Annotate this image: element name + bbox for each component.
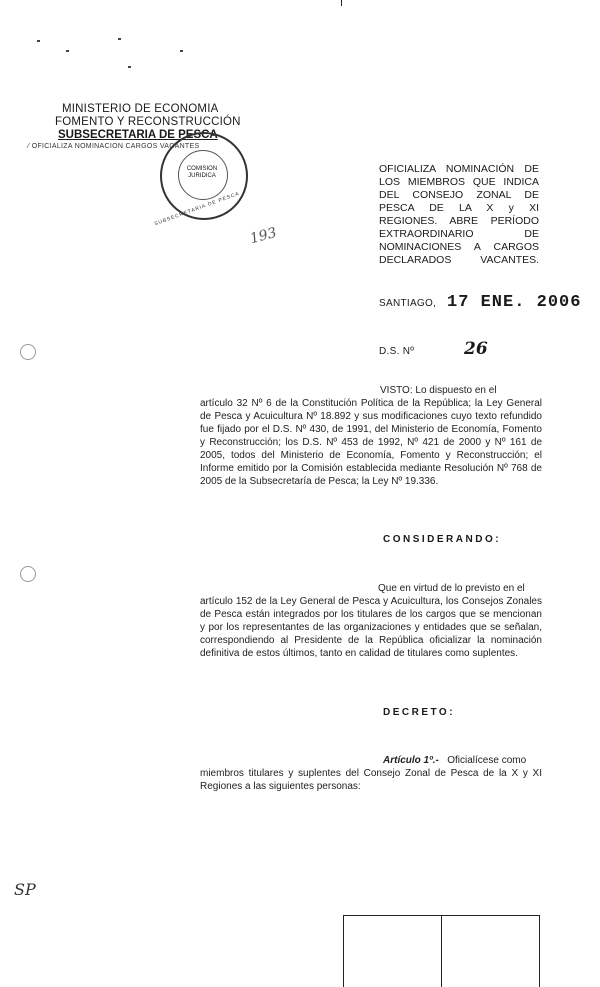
margin-note: SP	[14, 880, 36, 899]
stamp-center-text: COMISION JURIDICA	[186, 166, 218, 179]
title-line: NOMINACIONES A CARGOS	[379, 241, 539, 253]
title-line: OFICIALIZA NOMINACIÓN DE	[379, 163, 539, 175]
title-line: LOS MIEMBROS QUE INDICA	[379, 176, 539, 188]
article-lead-text: Oficialícese como	[447, 755, 527, 766]
scan-speck	[180, 50, 183, 52]
place-label: SANTIAGO,	[379, 298, 437, 309]
hole-punch	[20, 566, 36, 582]
handwritten-mark: 193	[248, 224, 279, 248]
reference-line: ⁄ OFICIALIZA NOMINACION CARGOS VACANTES	[28, 143, 200, 150]
scan-speck	[118, 38, 121, 40]
article-label: Artículo 1º.-	[383, 755, 439, 766]
scan-speck	[128, 66, 131, 68]
ministry-name-2: FOMENTO Y RECONSTRUCCIÓN	[55, 116, 241, 128]
hole-punch	[20, 344, 36, 360]
considerando-lead: Que en virtud de lo previsto en el	[378, 583, 525, 594]
title-line: EXTRAORDINARIO DE	[379, 228, 539, 240]
scan-bottom-line	[539, 915, 540, 987]
considerando-heading: CONSIDERANDO:	[383, 534, 502, 545]
considerando-body: artículo 152 de la Ley General de Pesca y Acuicultura, los Consejos Zonales de Pesca están integrados por los titulares de los cargos que se mencionan y por los representantes de las organizaciones y entidades que se señalan, correspondiendo al Presidente de la República oficializar la nominación definitiva de estos últimos, tanto en calidad de titulares como suplentes.	[200, 596, 542, 659]
document-title	[379, 163, 539, 267]
article-lead	[200, 754, 542, 767]
scan-top-mark	[341, 0, 342, 6]
stamp-ring-text: SUBSECRETARIA DE PESCA	[153, 190, 241, 228]
article-section	[200, 754, 542, 793]
scan-bottom-line	[343, 915, 344, 987]
title-line: DECLARADOS VACANTES.	[379, 254, 539, 266]
decree-number-value: 26	[464, 339, 488, 359]
scan-bottom-rule	[343, 915, 540, 916]
subsecretaria-name: SUBSECRETARIA DE PESCA	[58, 129, 218, 141]
scan-speck	[37, 40, 40, 42]
article-body: miembros titulares y suplentes del Consejo Zonal de Pesca de la X y XI Regiones a las siguientes personas:	[200, 768, 542, 792]
date-stamp: 17 ENE. 2006	[447, 293, 582, 312]
scan-bottom-line	[441, 915, 442, 987]
title-line: DEL CONSEJO ZONAL DE	[379, 189, 539, 201]
considerando-section	[200, 582, 542, 660]
title-line: PESCA DE LA X y XI	[379, 202, 539, 214]
scan-speck	[66, 50, 69, 52]
visto-lead: VISTO: Lo dispuesto en el	[380, 385, 497, 396]
decree-number-label: D.S. Nº	[379, 346, 415, 357]
visto-body: artículo 32 Nº 6 de la Constitución Política de la República; la Ley General de Pesca y Acuicultura Nº 18.892 y sus modificaciones cuyo texto refundido fue fijado por el D.S. Nº 430, de 1991, del Ministerio de Economía, Fomento y Reconstrucción; los D.S. Nº 453 de 1992, Nº 421 de 2000 y Nº 161 de 2005, todos del Ministerio de Economía, Fomento y Reconstrucción; el Informe emitido por la Comisión establecida mediante Resolución Nº 768 de 2005 de la Subsecretaría de Pesca; la Ley Nº 19.336.	[200, 398, 542, 487]
title-line: REGIONES. ABRE PERÍODO	[379, 215, 539, 227]
visto-section	[200, 384, 542, 488]
decreto-heading: DECRETO:	[383, 707, 456, 718]
ministry-name: MINISTERIO DE ECONOMIA	[62, 103, 219, 115]
pen-mark-icon: ⁄	[28, 143, 30, 150]
